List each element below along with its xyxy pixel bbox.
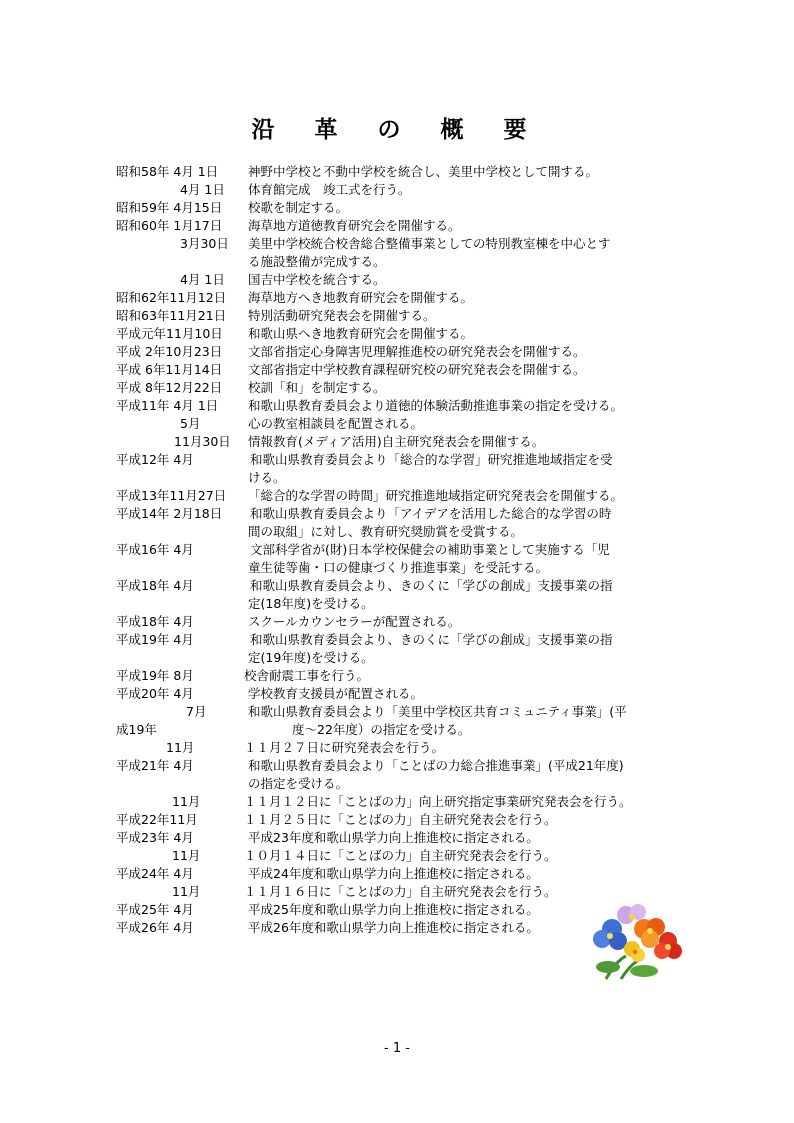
history-entry <box>0 631 794 649</box>
history-entry <box>0 217 794 235</box>
entry-text: 平成23年度和歌山県学力向上推進校に指定される。 <box>248 830 539 845</box>
history-entry <box>0 199 794 217</box>
history-entry <box>0 847 794 865</box>
entry-date: 成19年 <box>116 722 157 737</box>
entry-text: ける。 <box>248 470 286 485</box>
entry-text: 美里中学校統合校舎総合整備事業としての特別教室棟を中心とす <box>248 236 611 251</box>
entry-date: 7月 <box>186 704 207 719</box>
flower-illustration <box>586 901 686 981</box>
entry-date: 昭和62年11月12日 <box>116 290 227 305</box>
entry-text: 童生徒等歯・口の健康づくり推進事業」を受託する。 <box>248 560 549 575</box>
entry-text: 海草地方道徳教育研究会を開催する。 <box>248 218 461 233</box>
entry-date: 昭和60年 1月17日 <box>116 218 223 233</box>
entry-date: 3月30日 <box>180 236 229 251</box>
entry-date: 11月30日 <box>174 434 231 449</box>
entry-text: １１月１６日に「ことばの力」自主研究発表会を行う。 <box>244 884 557 899</box>
entry-date: 平成22年11月 <box>116 812 198 827</box>
history-entry <box>0 577 794 595</box>
entry-text: の指定を受ける。 <box>248 776 349 791</box>
entry-text: スクールカウンセラーが配置される。 <box>248 614 461 629</box>
entry-date: 昭和63年11月21日 <box>116 308 227 323</box>
entry-text: １０月１４日に「ことばの力」自主研究発表会を行う。 <box>244 848 557 863</box>
entry-date: 平成24年 4月 <box>116 866 194 881</box>
history-entry <box>0 163 794 181</box>
history-entry <box>0 253 794 271</box>
entry-text: 和歌山県教育委員会より、きのくに「学びの創成」支援事業の指 <box>250 578 613 593</box>
history-entry <box>0 703 794 721</box>
entry-text: 平成26年度和歌山県学力向上推進校に指定される。 <box>248 920 539 935</box>
entry-date: 平成14年 2月18日 <box>116 506 223 521</box>
history-list <box>0 163 794 937</box>
entry-date: 平成18年 4月 <box>116 614 194 629</box>
entry-date: 11月 <box>166 740 195 755</box>
entry-date: 平成26年 4月 <box>116 920 194 935</box>
entry-text: 神野中学校と不動中学校を統合し、美里中学校として開する。 <box>248 164 599 179</box>
entry-text: 情報教育(メディア活用)自主研究発表会を開催する。 <box>248 434 545 449</box>
entry-date: 平成11年 4月 1日 <box>116 398 219 413</box>
entry-text: 和歌山県教育委員会より「美里中学校区共育コミュニティ事業」(平 <box>248 704 627 719</box>
entry-date: 平成16年 4月 <box>116 542 194 557</box>
history-entry <box>0 505 794 523</box>
entry-text: 間の取組」に対し、教育研究奨励賞を受賞する。 <box>248 524 524 539</box>
history-entry <box>0 235 794 253</box>
entry-text: 校舎耐震工事を行う。 <box>244 668 370 683</box>
history-entry <box>0 379 794 397</box>
entry-text: 国吉中学校を統合する。 <box>248 272 386 287</box>
entry-text: 平成25年度和歌山県学力向上推進校に指定される。 <box>248 902 539 917</box>
entry-date: 昭和59年 4月15日 <box>116 200 223 215</box>
entry-text: 体育館完成 竣工式を行う。 <box>248 182 411 197</box>
history-entry <box>0 685 794 703</box>
entry-text: 平成24年度和歌山県学力向上推進校に指定される。 <box>248 866 539 881</box>
entry-date: 5月 <box>180 416 201 431</box>
entry-date: 平成25年 4月 <box>116 902 194 917</box>
history-entry <box>0 397 794 415</box>
entry-text: 和歌山県教育委員会より「総合的な学習」研究推進地域指定を受 <box>250 452 613 467</box>
entry-text: 文部省指定中学校教育課程研究校の研究発表会を開催する。 <box>248 362 586 377</box>
history-entry <box>0 541 794 559</box>
history-entry <box>0 793 794 811</box>
history-entry <box>0 865 794 883</box>
history-entry <box>0 325 794 343</box>
entry-date: 平成20年 4月 <box>116 686 194 701</box>
entry-date: 平成19年 4月 <box>116 632 194 647</box>
entry-date: 昭和58年 4月 1日 <box>116 164 219 179</box>
entry-text: 校訓「和」を制定する。 <box>248 380 386 395</box>
history-entry <box>0 343 794 361</box>
entry-text: 定(18年度)を受ける。 <box>248 596 374 611</box>
entry-text: 海草地方へき地教育研究会を開催する。 <box>248 290 474 305</box>
history-entry <box>0 181 794 199</box>
history-entry <box>0 289 794 307</box>
history-entry <box>0 469 794 487</box>
history-entry <box>0 595 794 613</box>
history-entry <box>0 811 794 829</box>
entry-date: 11月 <box>172 884 201 899</box>
entry-text: １１月２５日に「ことばの力」自主研究発表会を行う。 <box>244 812 557 827</box>
entry-date: 平成13年11月27日 <box>116 488 227 503</box>
history-entry <box>0 757 794 775</box>
history-entry <box>0 613 794 631</box>
entry-date: 11月 <box>172 848 201 863</box>
history-entry <box>0 361 794 379</box>
entry-text: 文部省指定心身障害児理解推進校の研究発表会を開催する。 <box>248 344 586 359</box>
history-entry <box>0 883 794 901</box>
history-entry <box>0 775 794 793</box>
history-entry <box>0 559 794 577</box>
history-entry <box>0 829 794 847</box>
entry-text: 和歌山県教育委員会より、きのくに「学びの創成」支援事業の指 <box>250 632 613 647</box>
entry-date: 平成 8年12月22日 <box>116 380 223 395</box>
entry-date: 11月 <box>172 794 201 809</box>
entry-text: 学校教育支援員が配置される。 <box>248 686 424 701</box>
entry-text: 和歌山県へき地教育研究会を開催する。 <box>248 326 474 341</box>
history-entry <box>0 415 794 433</box>
entry-date: 4月 1日 <box>180 182 225 197</box>
history-entry <box>0 667 794 685</box>
entry-date: 平成 2年10月23日 <box>116 344 223 359</box>
history-entry <box>0 307 794 325</box>
entry-text: １１月１２日に「ことばの力」向上研究指定事業研究発表会を行う。 <box>244 794 632 809</box>
history-entry <box>0 433 794 451</box>
history-entry <box>0 739 794 757</box>
entry-text: 校歌を制定する。 <box>248 200 349 215</box>
entry-text: 「総合的な学習の時間」研究推進地域指定研究発表会を開催する。 <box>248 488 624 503</box>
entry-text: 度～22年度）の指定を受ける。 <box>292 722 471 737</box>
entry-date: 平成23年 4月 <box>116 830 194 845</box>
entry-text: る施設整備が完成する。 <box>248 254 386 269</box>
entry-text: 和歌山県教育委員会より道徳的体験活動推進事業の指定を受ける。 <box>248 398 624 413</box>
entry-date: 平成 6年11月14日 <box>116 362 223 377</box>
entry-text: 和歌山県教育委員会より「ことばの力総合推進事業」(平成21年度) <box>248 758 624 773</box>
entry-date: 4月 1日 <box>180 272 225 287</box>
history-entry <box>0 649 794 667</box>
entry-date: 平成21年 4月 <box>116 758 194 773</box>
history-entry <box>0 721 794 739</box>
history-entry <box>0 523 794 541</box>
page-number: - 1 - <box>384 1041 410 1056</box>
history-entry <box>0 271 794 289</box>
entry-date: 平成19年 8月 <box>116 668 194 683</box>
entry-text: 心の教室相談員を配置される。 <box>248 416 424 431</box>
history-entry <box>0 487 794 505</box>
entry-date: 平成元年11月10日 <box>116 326 223 341</box>
entry-text: １１月２７日に研究発表会を行う。 <box>244 740 445 755</box>
entry-text: 定(19年度)を受ける。 <box>248 650 374 665</box>
page-title: 沿 革 の 概 要 <box>251 117 543 143</box>
entry-date: 平成12年 4月 <box>116 452 194 467</box>
entry-date: 平成18年 4月 <box>116 578 194 593</box>
history-entry <box>0 451 794 469</box>
entry-text: 文部科学省が(財)日本学校保健会の補助事業として実施する「児 <box>250 542 610 557</box>
entry-text: 特別活動研究発表会を開催する。 <box>248 308 436 323</box>
entry-text: 和歌山県教育委員会より「アイデアを活用した総合的な学習の時 <box>250 506 612 521</box>
